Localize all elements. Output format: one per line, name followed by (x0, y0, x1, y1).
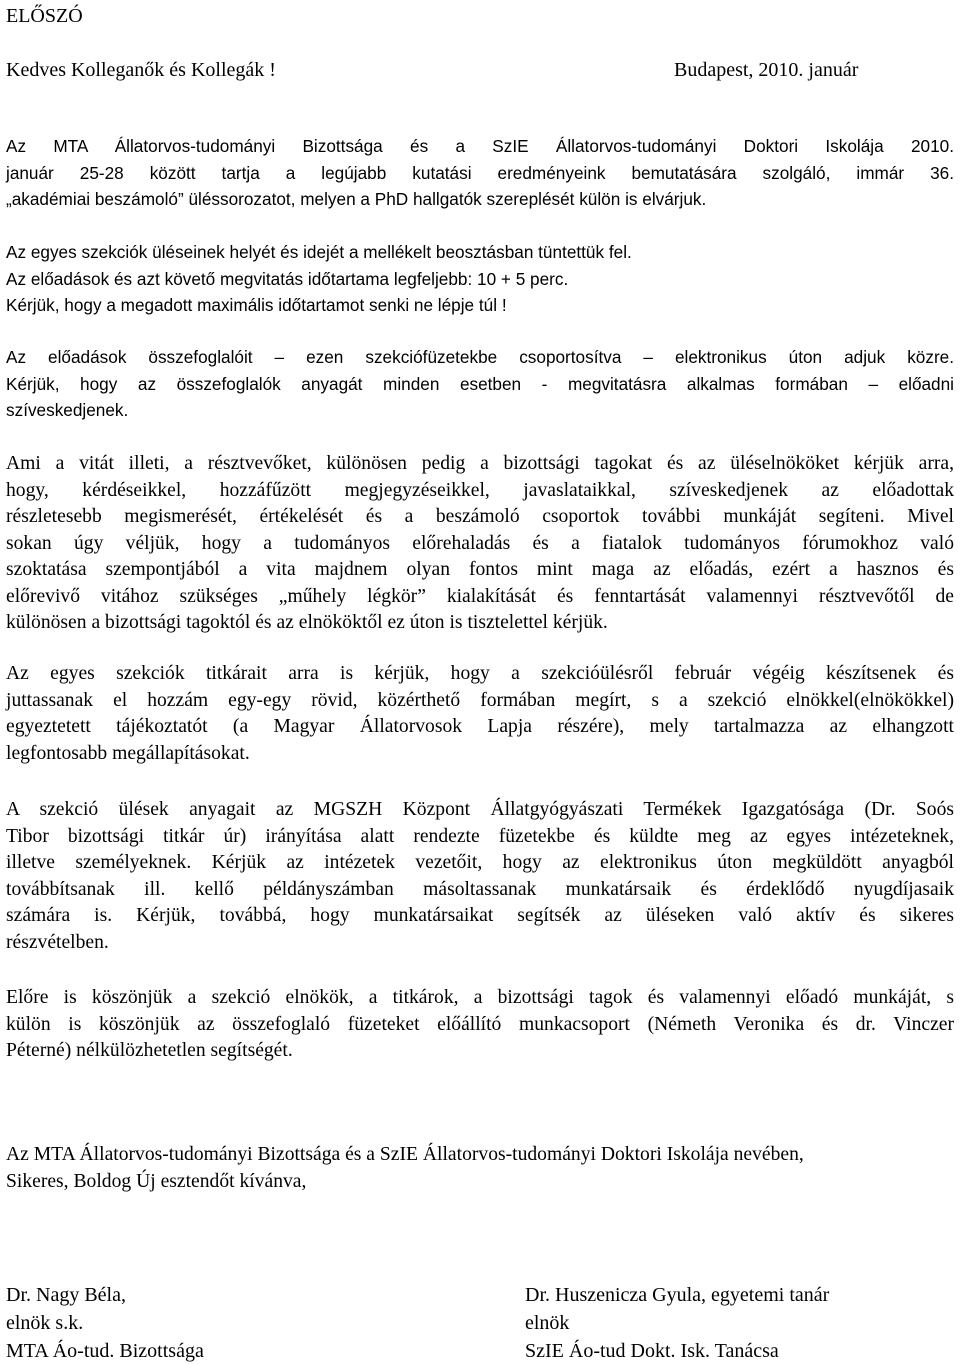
debate-line: sokan úgy véljük, hogy a tudományos előrehaladás és a fiatalok tudományos fórumokhoz való (6, 532, 954, 554)
signature-right (525, 1281, 829, 1365)
signer-org: MTA Áo-tud. Bizottsága (6, 1340, 204, 1362)
debate-line: különösen a bizottsági tagoktól és az elnököktől ez úton is tisztelettel kérjük. (6, 612, 608, 633)
materials-line: számára is. Kérjük, továbbá, hogy munkatársaikat segítsék az üléseken való aktív és sikeres (6, 905, 954, 926)
intro-line: Az MTA Állatorvos-tudományi Bizottsága és a SzIE Állatorvos-tudományi Doktori Iskolája 2010. (6, 136, 954, 156)
place-date: Budapest, 2010. január (674, 59, 859, 81)
closing-paragraph (6, 1142, 954, 1195)
materials-line: illetve személyeknek. Kérjük az intézetek vezetőit, hogy az elektronikus úton megküldött anyagból (6, 852, 954, 873)
secretaries-paragraph (6, 661, 954, 767)
debate-paragraph (6, 451, 954, 637)
debate-line: Ami a vitát illeti, a résztvevőket, különösen pedig a bizottsági tagokat és az üléselnököket kérjük arra, (6, 453, 954, 474)
secretaries-line: egyeztetett tájékoztatót (a Magyar Állatorvosok Lapja részére), mely tartalmazza az elhangzott (6, 716, 954, 737)
materials-paragraph (6, 797, 954, 956)
debate-line: szoktatása szempontjából a vita majdnem olyan fontos mint maga az előadás, ezért a hasznos és (6, 559, 954, 580)
debate-line: előrevivő vitához szükséges „műhely légkör” kialakítását és fenntartását valamennyi résztvevőtől de (6, 585, 954, 607)
secretaries-line: legfontosabb megállapításokat. (6, 742, 250, 764)
secretaries-line: juttassanak el hozzám egy-egy rövid, közérthető formában megírt, s a szekció elnökkel(elnökökkel) (6, 689, 954, 711)
closing-line: Az MTA Állatorvos-tudományi Bizottsága és a SzIE Állatorvos-tudományi Doktori Iskolája nevében, (6, 1144, 804, 1165)
closing-line: Sikeres, Boldog Új esztendőt kívánva, (6, 1170, 307, 1192)
summaries-paragraph (6, 344, 954, 424)
secretaries-line: Az egyes szekciók titkárait arra is kérjük, hogy a szekcióülésről február végéig készítsenek és (6, 663, 954, 684)
signature-left (6, 1281, 204, 1365)
summaries-line: Az előadások összefoglalóit – ezen szekciófüzetekbe csoportosítva – elektronikus úton adjuk közre. (6, 347, 954, 367)
thanks-paragraph (6, 985, 954, 1065)
materials-line: A szekció ülések anyagait az MGSZH Központ Állatgyógyászati Termékek Igazgatósága (Dr. Soós (6, 799, 954, 820)
signer-name: Dr. Nagy Béla, (6, 1284, 126, 1306)
signer-org: SzIE Áo-tud Dokt. Isk. Tanácsa (525, 1340, 779, 1362)
sections-paragraph (6, 239, 954, 319)
page-title: ELŐSZÓ (6, 5, 83, 27)
summaries-line: szíveskedjenek. (6, 400, 129, 420)
intro-paragraph (6, 133, 954, 213)
thanks-line: Előre is köszönjük a szekció elnökök, a titkárok, a bizottsági tagok és valamennyi előadó munkáját, s (6, 987, 954, 1008)
sections-line: Az előadások és azt követő megvitatás időtartama legfeljebb: 10 + 5 perc. (6, 268, 569, 289)
materials-line: részvételben. (6, 931, 109, 953)
summaries-line: Kérjük, hogy az összefoglalók anyagát minden esetben - megvitatásra alkalmas formában – előadni (6, 373, 954, 394)
signer-name: Dr. Huszenicza Gyula, egyetemi tanár (525, 1284, 830, 1306)
greeting-row (6, 58, 954, 82)
salutation: Kedves Kolleganők és Kollegák ! (6, 59, 276, 81)
signer-role: elnök (525, 1312, 570, 1334)
thanks-line: Péterné) nélkülözhetetlen segítségét. (6, 1040, 293, 1061)
materials-line: továbbítsanak ill. kellő példányszámban másoltassanak munkatársaik és érdeklődő nyugdíjasaik (6, 878, 954, 900)
signer-role: elnök s.k. (6, 1312, 84, 1334)
intro-line: „akadémiai beszámoló” üléssorozatot, melyen a PhD hallgatók szereplését külön is elvárjuk. (6, 189, 707, 209)
sections-line: Az egyes szekciók üléseinek helyét és idejét a mellékelt beosztásban tüntettük fel. (6, 242, 632, 262)
sections-line: Kérjük, hogy a megadott maximális időtartamot senki ne lépje túl ! (6, 295, 507, 315)
debate-line: részletesebb megismerését, értékelését és a beszámoló csoportok további munkáját segíteni. Mivel (6, 506, 954, 527)
materials-line: Tibor bizottsági titkár úr) irányítása alatt rendezte füzetekbe és küldte meg az egyes intézeteknek, (6, 825, 954, 847)
intro-line: január 25-28 között tartja a legújabb kutatási eredményeink bemutatására szolgáló, immár 36. (6, 162, 954, 183)
debate-line: hogy, kérdéseikkel, hozzáfűzött megjegyzéseikkel, javaslataikkal, szíveskedjenek az előadottak (6, 479, 954, 501)
thanks-line: külön is köszönjük az összefoglaló füzeteket előállító munkacsoport (Németh Veronika és dr. Vinczer (6, 1013, 954, 1035)
